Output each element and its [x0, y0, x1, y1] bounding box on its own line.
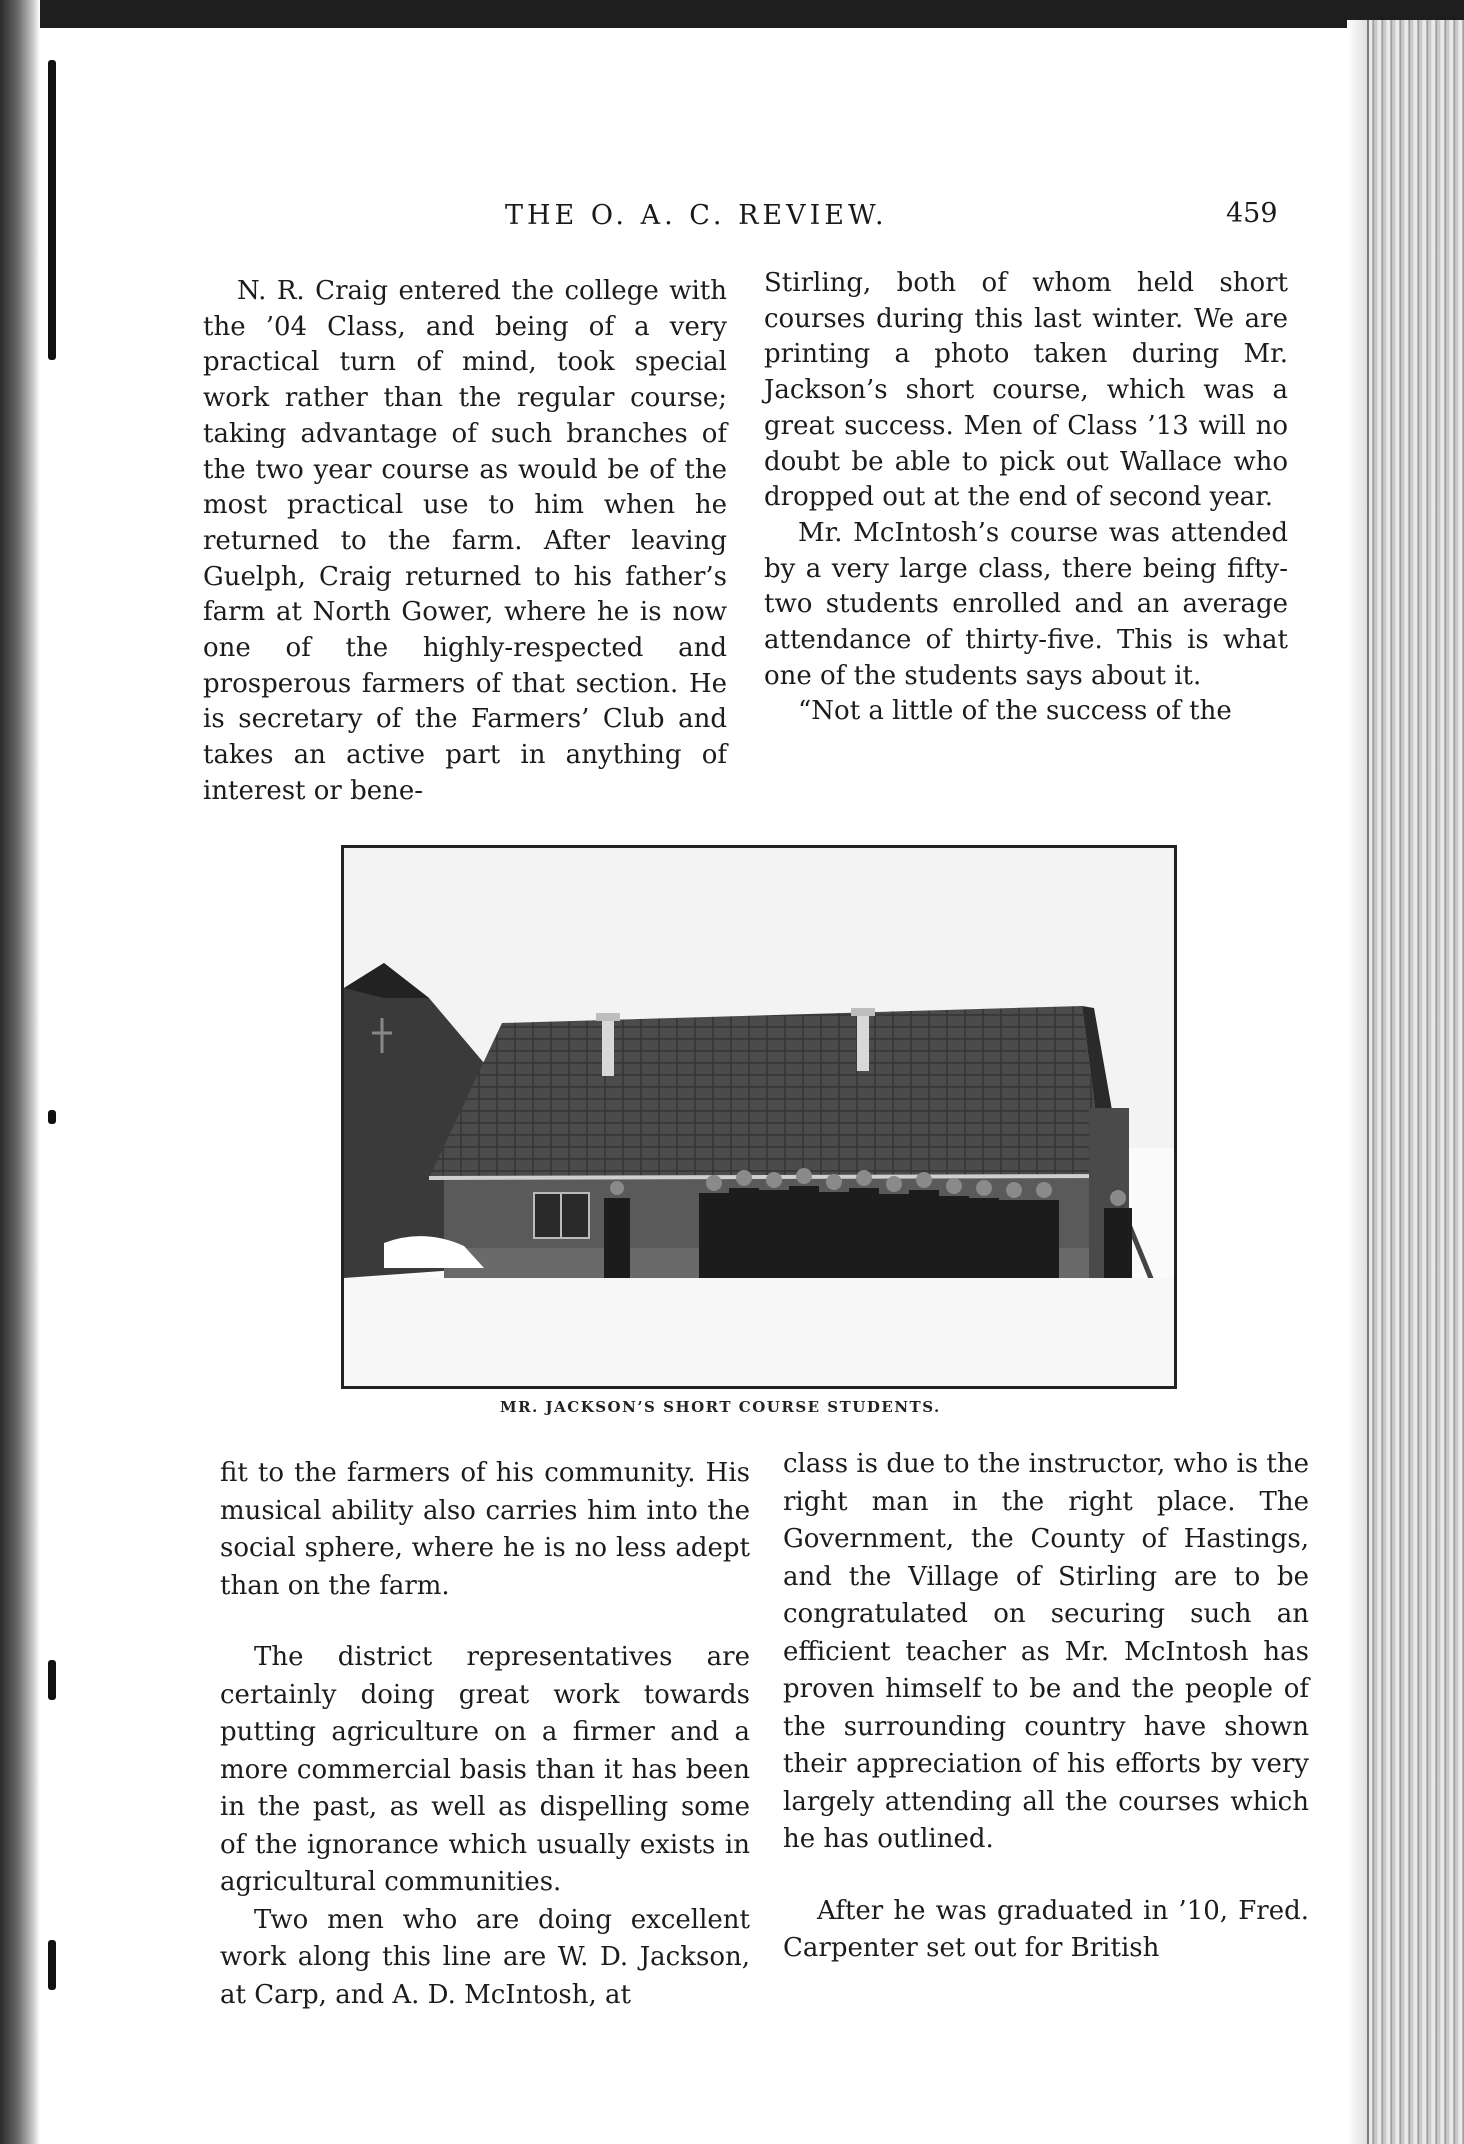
- column-top-left: [203, 274, 727, 810]
- photo-caption: MR. JACKSON’S SHORT COURSE STUDENTS.: [500, 1398, 941, 1416]
- running-title: THE O. A. C. REVIEW.: [505, 200, 888, 231]
- book-top-edge: [0, 0, 1464, 28]
- binding-thread-mark: [48, 1660, 56, 1700]
- binding-thread-mark: [48, 1110, 56, 1124]
- photo-illustration: [344, 848, 1174, 1386]
- paragraph: N. R. Craig entered the college with the ’04 Class, and being of a very practical turn of mind, took special work rather than the regular course; taking advantage of such branches of the two year course as would be of the most practical use to him when he returned to the farm. After leaving Guelph, Craig returned to his father’s farm at North Gower, where he is now one of the highly-respected and prosperous farmers of that section. He is secretary of the Farmers’ Club and takes an active part in anything of interest or bene-: [203, 276, 727, 806]
- paragraph: Mr. McIntosh’s course was attended by a very large class, there being fifty-two students enrolled and an average attendance of thirty-five. This is what one of the students says about it.: [764, 517, 1288, 691]
- binding-thread-mark: [48, 1940, 56, 1990]
- page-number: 459: [1226, 198, 1278, 229]
- column-top-right: [764, 266, 1288, 730]
- paragraph: After he was graduated in ’10, Fred. Carpenter set out for British: [783, 1895, 1309, 1963]
- book-binding-shadow: [0, 0, 40, 2144]
- page-stack-edge: [1367, 20, 1464, 2144]
- binding-thread-mark: [48, 60, 56, 360]
- paragraph: fit to the farmers of his community. His musical ability also carries him into the social sphere, where he is no less adept than on the farm.: [220, 1458, 750, 1601]
- paragraph: Two men who are doing excellent work along this line are W. D. Jackson, at Carp, and A. D. McIntosh, at: [220, 1904, 750, 2010]
- paragraph: The district representatives are certainly doing great work towards putting agriculture on a firmer and a more commercial basis than it has been in the past, as well as dispelling some of the ignorance which usually exists in agricultural communities.: [220, 1642, 750, 1897]
- paragraph: Stirling, both of whom held short courses during this last winter. We are printing a photo taken during Mr. Jackson’s short course, which was a great success. Men of Class ’13 will no doubt be able to pick out Wallace who dropped out at the end of second year.: [764, 268, 1288, 513]
- paragraph: class is due to the instructor, who is the right man in the right place. The Government, the County of Hastings, and the Village of Stirling are to be congratulated on securing such an efficient teacher as Mr. McIntosh has proven himself to be and the people of the surrounding country have shown their appreciation of his efforts by very largely attending all the courses which he has outlined.: [783, 1449, 1309, 1854]
- paragraph: “Not a little of the success of the: [798, 696, 1232, 727]
- column-bottom-left: [220, 1455, 750, 2014]
- page-curl-shadow: [1347, 20, 1369, 2144]
- photo-short-course-students: [341, 845, 1177, 1389]
- column-bottom-right: [783, 1446, 1309, 1968]
